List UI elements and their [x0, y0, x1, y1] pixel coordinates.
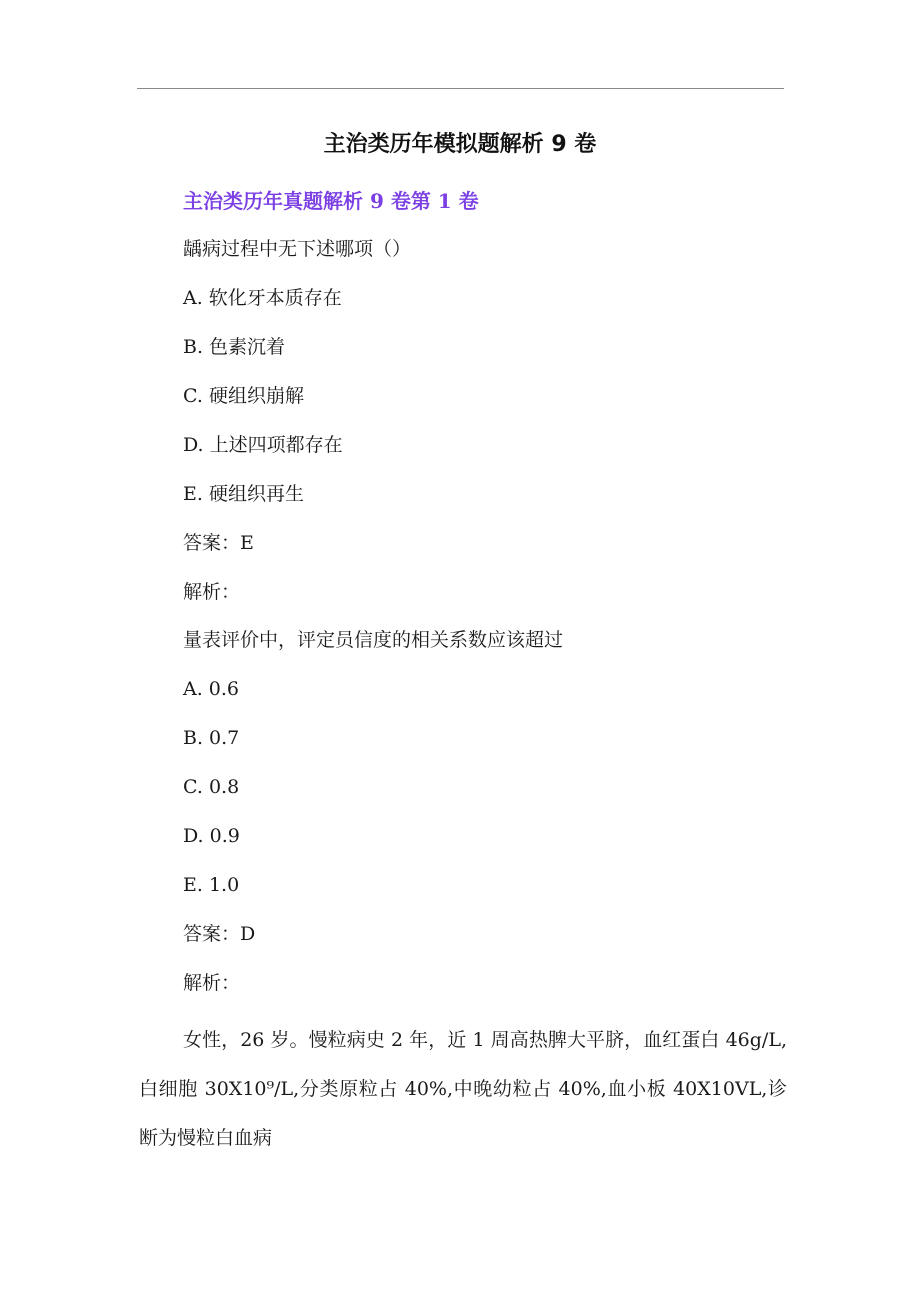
q1-option-a: A. 软化牙本质存在	[183, 287, 342, 309]
document-title: 主治类历年模拟题解析 9 卷	[323, 132, 597, 157]
q2-option-e: E. 1.0	[183, 874, 240, 896]
q2-stem: 量表评价中，评定员信度的相关系数应该超过	[183, 629, 564, 651]
q1-stem: 龋病过程中无下述哪项（）	[183, 238, 412, 260]
q3-stem: 女性，26 岁。慢粒病史 2 年，近 1 周高热脾大平脐，血红蛋白 46g/L,白细胞 30X10⁹/L,分类原粒占 40%,中晚幼粒占 40%,血小板 40X10VL,诊断为慢粒白血病	[139, 1029, 787, 1149]
q1-option-b: B. 色素沉着	[183, 336, 286, 358]
q1-option-e: E. 硬组织再生	[183, 483, 304, 505]
q2-option-c: C. 0.8	[183, 776, 240, 798]
q1-option-d: D. 上述四项都存在	[183, 434, 343, 456]
q2-option-b: B. 0.7	[183, 727, 240, 749]
q2-analysis: 解析：	[183, 972, 241, 994]
section-title: 主治类历年真题解析 9 卷第 1 卷	[183, 189, 479, 213]
q1-analysis: 解析：	[183, 581, 241, 603]
q1-answer: 答案：E	[183, 532, 254, 554]
q2-answer: 答案：D	[183, 923, 256, 945]
header-rule	[137, 88, 784, 89]
q2-option-a: A. 0.6	[183, 678, 240, 700]
q2-option-d: D. 0.9	[183, 825, 240, 847]
q1-option-c: C. 硬组织崩解	[183, 385, 304, 407]
